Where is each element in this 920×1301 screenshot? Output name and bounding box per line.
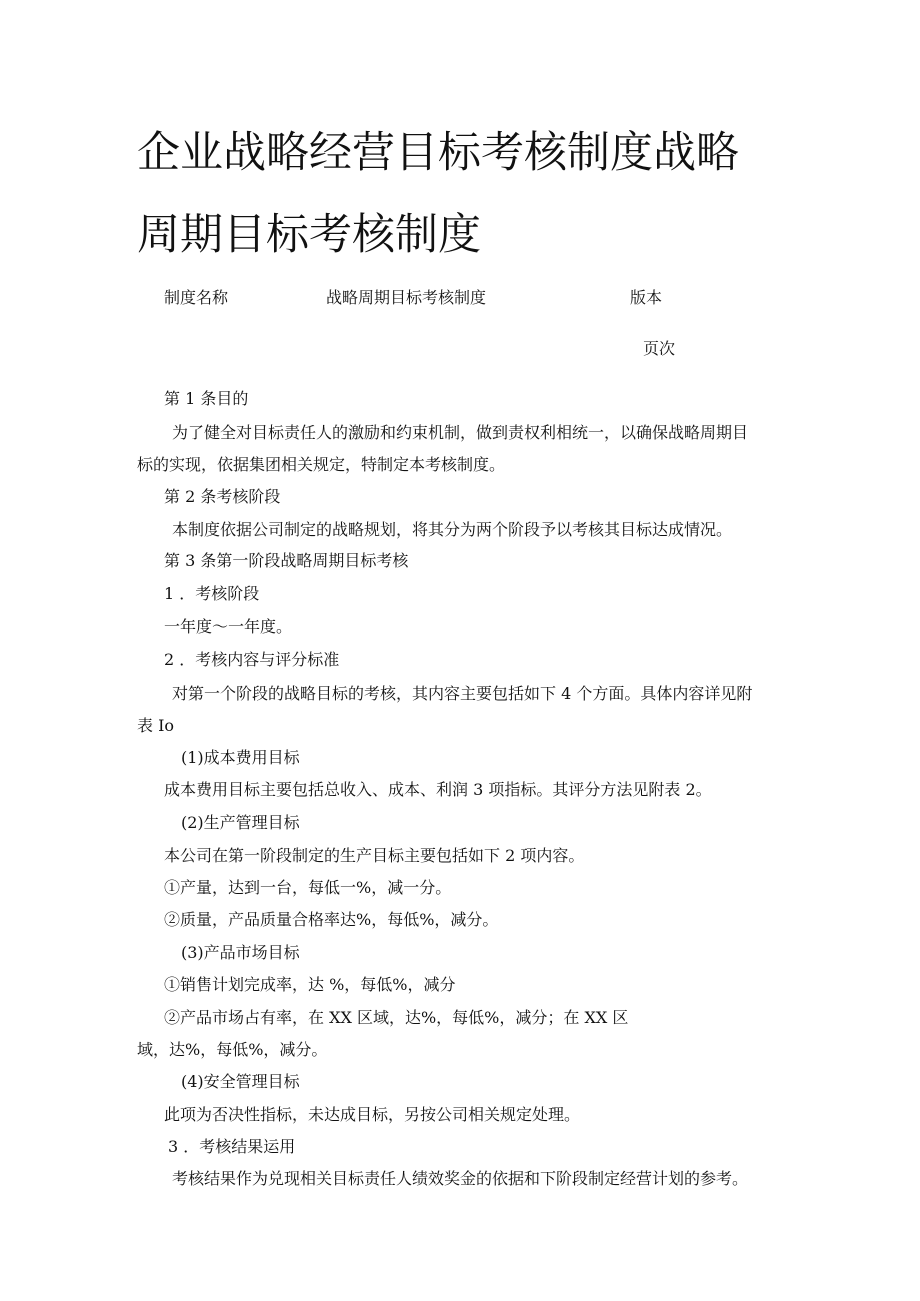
article-1-text-line-1: 为了健全对目标责任人的激励和约束机制，做到责权利相统一，以确保战略周期目 — [172, 423, 749, 442]
article-2-text: 本制度依据公司制定的战略规划，将其分为两个阶段予以考核其目标达成情况。 — [172, 520, 733, 539]
item-2-point-1: ①产量，达到一台，每低一%，减一分。 — [164, 878, 452, 897]
item-1-text: 成本费用目标主要包括总收入、成本、利润 3 项指标。其评分方法见附表 2。 — [164, 780, 712, 799]
section-2-heading: 2 ．考核内容与评分标准 — [164, 650, 340, 669]
section-3-text: 考核结果作为兑现相关目标责任人绩效奖金的依据和下阶段制定经营计划的参考。 — [172, 1169, 749, 1188]
article-2-heading: 第 2 条考核阶段 — [164, 487, 281, 506]
section-1-text: 一年度～一年度。 — [164, 617, 293, 636]
policy-name-value: 战略周期目标考核制度 — [326, 288, 487, 307]
item-2-heading: (2)生产管理目标 — [181, 813, 300, 832]
article-3-heading: 第 3 条第一阶段战略周期目标考核 — [164, 551, 409, 570]
section-1-heading: 1 ．考核阶段 — [164, 584, 260, 603]
item-3-heading: (3)产品市场目标 — [181, 943, 300, 962]
document-title-line-1: 企业战略经营目标考核制度战略 — [137, 128, 739, 178]
version-label: 版本 — [630, 288, 663, 307]
item-3-point-2-line-1: ②产品市场占有率，在 XX 区域，达%，每低%，减分；在 XX 区 — [164, 1008, 629, 1027]
article-1-heading: 第 1 条目的 — [164, 389, 249, 408]
item-4-text: 此项为否决性指标，未达成目标，另按公司相关规定处理。 — [164, 1105, 581, 1124]
item-4-heading: (4)安全管理目标 — [181, 1072, 300, 1091]
section-3-heading: 3 ．考核结果运用 — [168, 1137, 296, 1156]
item-3-point-1: ①销售计划完成率，达 %，每低%，减分 — [164, 975, 456, 994]
article-1-text-line-2: 标的实现，依据集团相关规定，特制定本考核制度。 — [137, 455, 506, 474]
item-2-point-2: ②质量，产品质量合格率达%，每低%，减分。 — [164, 910, 499, 929]
policy-name-label: 制度名称 — [164, 288, 229, 307]
page-label: 页次 — [643, 339, 676, 358]
section-2-text-line-1: 对第一个阶段的战略目标的考核，其内容主要包括如下 4 个方面。具体内容详见附 — [172, 684, 753, 703]
document-title-line-2: 周期目标考核制度 — [137, 210, 481, 260]
item-3-point-2-line-2: 域，达%，每低%，减分。 — [137, 1040, 328, 1059]
section-2-text-line-2: 表 Io — [137, 716, 175, 735]
item-1-heading: (1)成本费用目标 — [181, 748, 300, 767]
item-2-text: 本公司在第一阶段制定的生产目标主要包括如下 2 项内容。 — [164, 846, 585, 865]
